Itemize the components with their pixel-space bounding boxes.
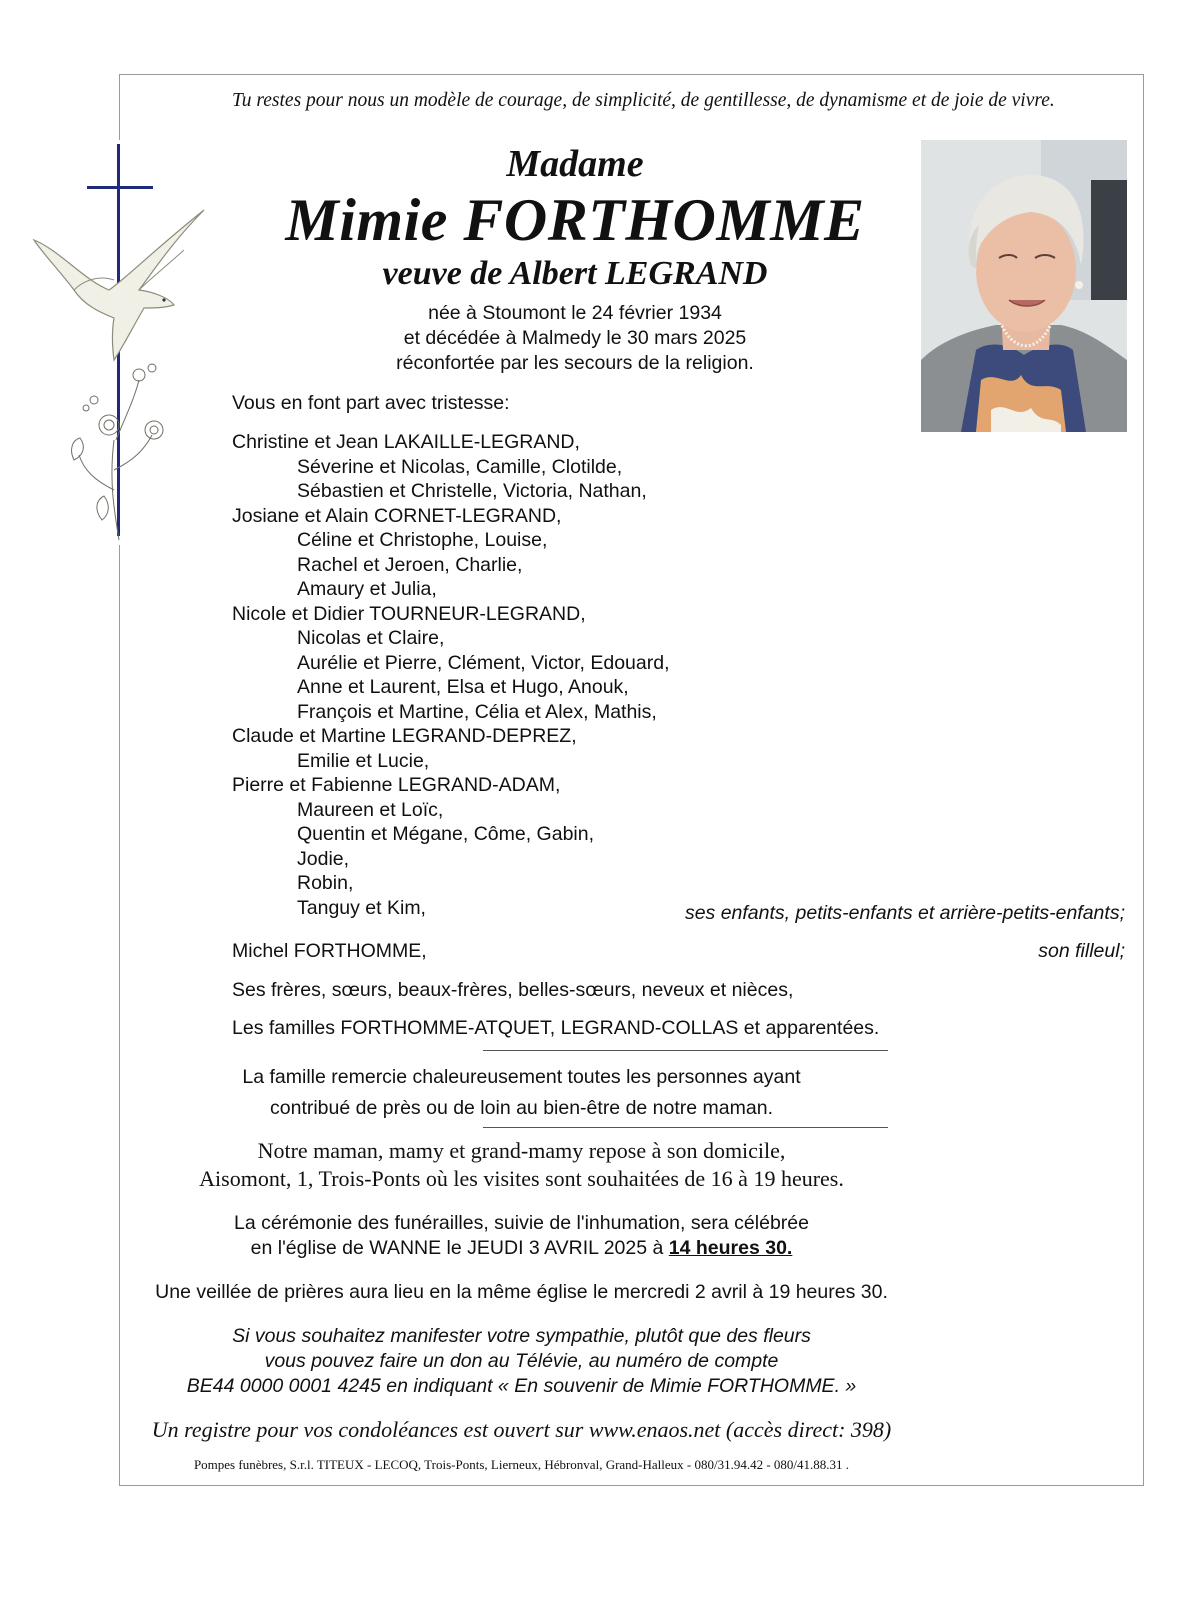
family-member-sub: Maureen et Loïc, (297, 798, 444, 821)
family-member-sub: François et Martine, Célia et Alex, Mathis, (297, 700, 657, 723)
godson-relation: son filleul; (1038, 940, 1125, 962)
vigil-line: Une veillée de prières aura lieu en la même église le mercredi 2 avril à 19 heures 30. (155, 1281, 888, 1303)
families-line: Les familles FORTHOMME-ATQUET, LEGRAND-COLLAS et apparentées. (232, 1017, 880, 1039)
register-line: Un registre pour vos condoléances est ouvert sur www.enaos.net (accès direct: 398) (151, 1417, 892, 1442)
funeral-home-footer: Pompes funèbres, S.r.l. TITEUX - LECOQ, Trois-Ponts, Lierneux, Hébronval, Grand-Halleux - 080/31.94.42 - 080/41.88.31 . (193, 1457, 850, 1472)
divider-bottom (483, 1127, 888, 1128)
family-member-child: Christine et Jean LAKAILLE-LEGRAND, (232, 431, 580, 453)
thanks-line-1: La famille remercie chaleureusement toutes les personnes ayant (242, 1066, 801, 1088)
divider-top (483, 1050, 888, 1051)
widow-of-line: veuve de Albert LEGRAND (382, 255, 768, 292)
ceremony-line-2 (0, 1237, 1123, 1260)
family-member-sub: Anne et Laurent, Elsa et Hugo, Anouk, (297, 676, 629, 698)
family-member-sub: Nicolas et Claire, (297, 627, 445, 649)
repose-line-2: Aisomont, 1, Trois-Ponts où les visites sont souhaitées de 16 à 19 heures. (199, 1166, 844, 1191)
children-relation: ses enfants, petits-enfants et arrière-petits-enfants; (684, 902, 1125, 924)
ceremony-line-1: La cérémonie des funérailles, suivie de l'inhumation, sera célébrée (234, 1212, 809, 1234)
family-member-sub: Aurélie et Pierre, Clément, Victor, Edouard, (297, 651, 670, 674)
intro-text: Vous en font part avec tristesse: (232, 392, 510, 414)
repose-line-1: Notre maman, mamy et grand-mamy repose à son domicile, (257, 1138, 786, 1163)
family-member-sub: Quentin et Mégane, Côme, Gabin, (297, 823, 595, 845)
death-line: et décédée à Malmedy le 30 mars 2025 (403, 327, 747, 349)
family-member-sub: Tanguy et Kim, (297, 896, 426, 919)
donation-line-3: BE44 0000 0001 4245 en indiquant « En souvenir de Mimie FORTHOMME. » (186, 1375, 857, 1397)
religion-line: réconfortée par les secours de la religion. (396, 352, 754, 374)
family-member-child: Josiane et Alain CORNET-LEGRAND, (232, 504, 562, 527)
family-member-sub: Céline et Christophe, Louise, (297, 529, 548, 551)
donation-line-1: Si vous souhaitez manifester votre sympathie, plutôt que des fleurs (232, 1325, 811, 1347)
family-member-sub: Amaury et Julia, (297, 578, 437, 600)
portrait-photo (921, 140, 1127, 432)
family-member-sub: Emilie et Lucie, (297, 749, 430, 772)
siblings-line: Ses frères, sœurs, beaux-frères, belles-sœurs, neveux et nièces, (232, 979, 794, 1001)
ceremony-date: en l'église de WANNE le JEUDI 3 AVRIL 2025 à (250, 1237, 669, 1259)
family-member-sub: Rachel et Jeroen, Charlie, (297, 553, 523, 576)
godson-name: Michel FORTHOMME, (232, 940, 427, 962)
donation-line-2: vous pouvez faire un don au Télévie, au numéro de compte (264, 1350, 779, 1372)
deceased-name: Mimie FORTHOMME (285, 187, 865, 253)
birth-line: née à Stoumont le 24 février 1934 (428, 302, 722, 324)
motto-text: Tu restes pour nous un modèle de courage, de simplicité, de gentillesse, de dynamisme et de joie de vivre. (232, 90, 1055, 111)
family-member-child: Nicole et Didier TOURNEUR-LEGRAND, (232, 602, 586, 625)
family-member-child: Claude et Martine LEGRAND-DEPREZ, (232, 725, 577, 747)
family-member-sub: Séverine et Nicolas, Camille, Clotilde, (297, 455, 623, 478)
thanks-line-2: contribué de près ou de loin au bien-être de notre maman. (270, 1097, 773, 1119)
salutation-title: Madame (506, 143, 644, 185)
family-member-sub: Sébastien et Christelle, Victoria, Nathan, (297, 480, 647, 502)
family-member-child: Pierre et Fabienne LEGRAND-ADAM, (232, 774, 561, 796)
family-member-sub: Robin, (297, 872, 354, 894)
family-member-sub: Jodie, (297, 847, 350, 870)
ceremony-time: 14 heures 30. (668, 1237, 793, 1259)
family-list (232, 430, 1132, 920)
